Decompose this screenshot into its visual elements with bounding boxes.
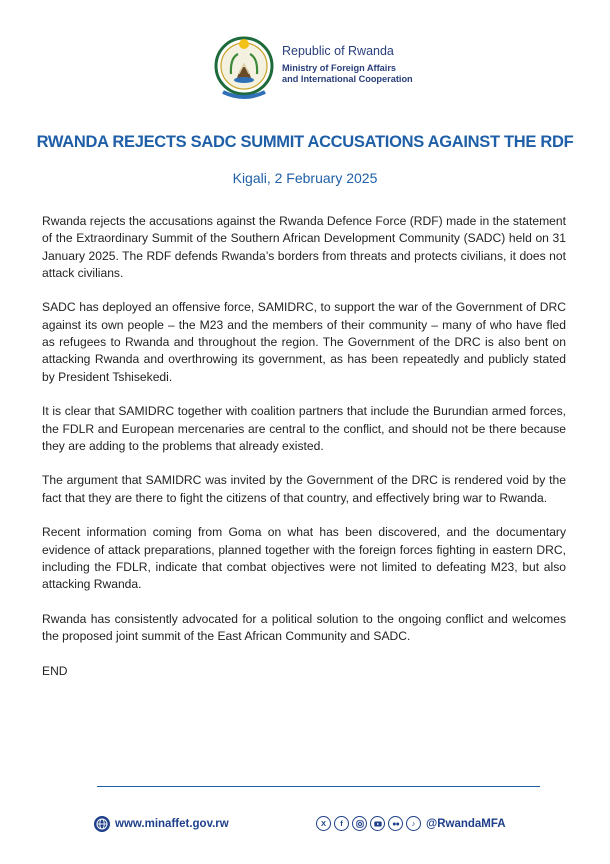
document-date: Kigali, 2 February 2025 [232, 170, 378, 186]
republic-name: Republic of Rwanda [282, 44, 394, 58]
tiktok-icon[interactable]: ♪ [406, 816, 421, 831]
flickr-icon[interactable] [388, 816, 403, 831]
social-handle[interactable]: @RwandaMFA [426, 817, 506, 830]
paragraph: It is clear that SAMIDRC together with coalition partners that include the Burundian armed forces, the FDLR and European mercenaries are central to the conflict, and should not be there because they are adding to the problems that already existed. [42, 404, 566, 453]
document-body [42, 213, 566, 697]
paragraph: The argument that SAMIDRC was invited by the Government of the DRC is rendered void by the fact that they are there to fight the citizens of that country, and effectively bring war to Rwanda. [42, 473, 566, 505]
footer-divider [97, 786, 540, 787]
globe-icon [94, 816, 110, 832]
facebook-icon[interactable]: f [334, 816, 349, 831]
paragraph: SADC has deployed an offensive force, SAMIDRC, to support the war of the Government of DRC against its own people – the M23 and the members of their community – many of who have fled as refugees to Rwanda and throughout the region. The Government of the DRC is also bent on attacking Rwanda and overthrowing its government, as has been repeatedly and publicly stated by President Tshisekedi. [42, 300, 566, 384]
ministry-name-line1: Ministry of Foreign Affairs [282, 63, 396, 73]
letterhead-text [282, 44, 413, 85]
paragraph: Rwanda has consistently advocated for a political solution to the ongoing conflict and welcomes the proposed joint summit of the East African Community and SADC. [42, 611, 566, 644]
instagram-icon[interactable] [352, 816, 367, 831]
paragraph: Rwanda rejects the accusations against the Rwanda Defence Force (RDF) made in the statement of the Extraordinary Summit of the Southern African Development Community (SADC) held on 31 January 2025. The RDF defends Rwanda’s borders from threats and protects civilians, it does not attack civilians. [42, 214, 566, 280]
paragraph: Recent information coming from Goma on what has been discovered, and the documentary evidence of attack preparations, planned together with the foreign forces fighting in eastern DRC, including the FDLR, indicate that combat objectives were not limited to defeating M23, but also attacking Rwanda. [42, 525, 566, 592]
rwanda-seal-icon [213, 34, 275, 106]
youtube-icon[interactable] [370, 816, 385, 831]
ministry-name-line2: and International Cooperation [282, 74, 413, 84]
letterhead [0, 30, 610, 110]
document-title: RWANDA REJECTS SADC SUMMIT ACCUSATIONS AGAINST THE RDF [36, 133, 574, 151]
footer-social [316, 816, 506, 831]
x-icon[interactable]: X [316, 816, 331, 831]
end-marker: END [42, 663, 68, 678]
footer-website[interactable] [94, 816, 229, 832]
website-link[interactable]: www.minaffet.gov.rw [115, 818, 229, 830]
